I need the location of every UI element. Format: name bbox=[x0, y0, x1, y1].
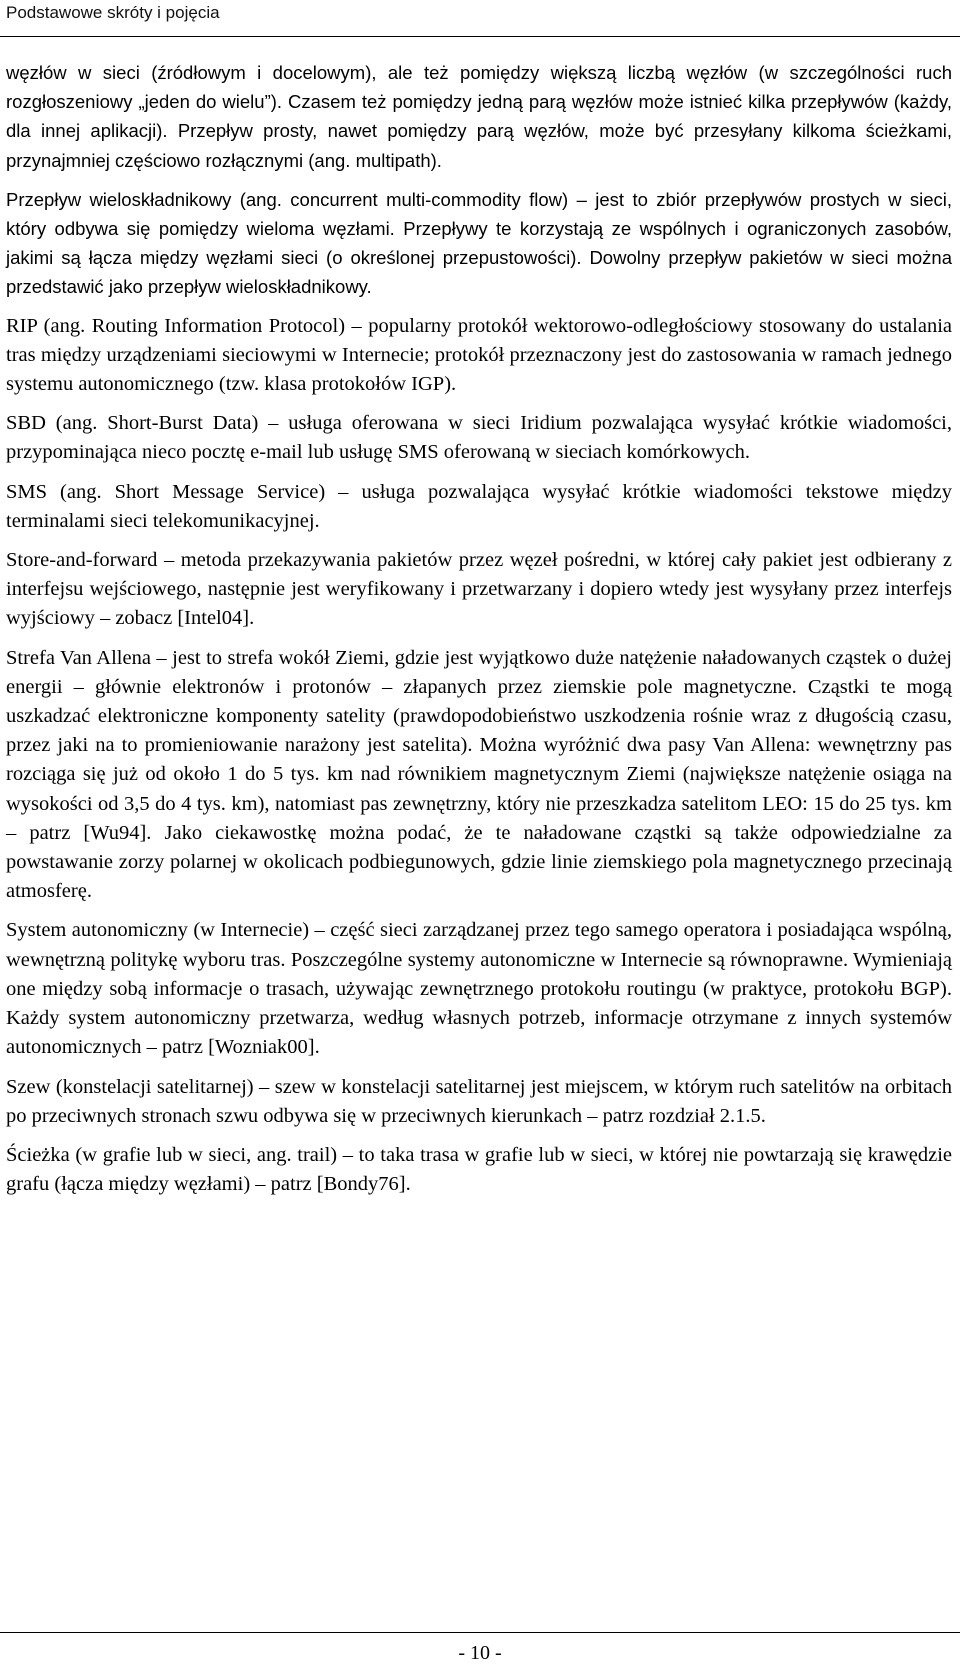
paragraph-sciezka: Ścieżka (w grafie lub w sieci, ang. trail) – to taka trasa w grafie lub w sieci, w której nie powtarzają się krawędzie grafu (łącza między węzłami) – patrz [Bondy76]. bbox=[6, 1143, 952, 1196]
page-number: - 10 - bbox=[458, 1642, 502, 1664]
paragraph-sbd: SBD (ang. Short-Burst Data) – usługa oferowana w sieci Iridium pozwalająca wysyłać krótkie wiadomości, przypominająca nieco pocztę e-mail lub usługę SMS oferowaną w sieciach komórkowych. bbox=[6, 412, 952, 464]
paragraph-szew: Szew (konstelacji satelitarnej) – szew w konstelacji satelitarnej jest miejscem, w którym ruch satelitów na orbitach po przeciwnych stronach szwu odbywa się w przeciwnych kierunkach – patrz rozdział 2.1.5. bbox=[6, 1075, 952, 1127]
paragraph-przeplyw-prosty-continued: węzłów w sieci (źródłowym i docelowym), ale też pomiędzy większą liczbą węzłów (w szczególności ruch rozgłoszeniowy „jeden do wielu”). Czasem też pomiędzy jedną parą węzłów może istnieć kilka przepływów (każdy, dla innej aplikacji). Przepływ prosty, nawet pomiędzy parą węzłów, może być przesyłany kilkoma ścieżkami, przynajmniej częściowo rozłącznymi (ang. multipath). bbox=[6, 62, 952, 171]
body-text bbox=[6, 58, 952, 1209]
paragraph-store-and-forward: Store-and-forward – metoda przekazywania pakietów przez węzeł pośredni, w której cały pakiet jest odbierany z interfejsu wejściowego, następnie jest weryfikowany i przetwarzany i dopiero wtedy jest wysyłany przez interfejs wyjściowy – zobacz [Intel04]. bbox=[6, 549, 952, 630]
paragraph-sms: SMS (ang. Short Message Service) – usługa pozwalająca wysyłać krótkie wiadomości tekstowe między terminalami sieci telekomunikacyjnej. bbox=[6, 480, 952, 532]
footer-divider bbox=[0, 1632, 960, 1633]
running-header: Podstawowe skróty i pojęcia bbox=[6, 3, 220, 22]
paragraph-system-autonomiczny: System autonomiczny (w Internecie) – część sieci zarządzanej przez tego samego operatora i posiadająca wspólną, wewnętrzną politykę wyboru tras. Poszczególne systemy autonomiczne w Internecie są równoprawne. Wymieniają one między sobą informacje o trasach, używając zewnętrznego protokołu routingu (w praktyce, protokołu BGP). Każdy system autonomiczny przetwarza, według własnych potrzeb, informacje otrzymane z innych systemów autonomicznych – patrz [Wozniak00]. bbox=[6, 919, 952, 1059]
paragraph-strefa-van-allena: Strefa Van Allena – jest to strefa wokół Ziemi, gdzie jest wyjątkowo duże natężenie naładowanych cząstek o dużej energii – głównie elektronów i protonów – złapanych przez ziemskie pole magnetyczne. Cząstki te mogą uszkadzać elektroniczne komponenty satelity (prawdopodobieństwo uszkodzenia rośnie wraz z długością czasu, przez jaki na to promieniowanie narażony jest satelita). Można wyróżnić dwa pasy Van Allena: wewnętrzny pas rozciąga się już od około 1 do 5 tys. km nad równikiem magnetycznym Ziemi (największe natężenie osiąga na wysokości od 3,5 do 4 tys. km), natomiast pas zewnętrzny, który nie przeszkadza satelitom LEO: 15 do 25 tys. km – patrz [Wu94]. Jako ciekawostkę można podać, że te naładowane cząstki są także odpowiedzialne za powstawanie zorzy polarnej w okolicach podbiegunowych, gdzie linie ziemskiego pola magnetycznego przecinają atmosferę. bbox=[6, 646, 952, 903]
paragraph-rip: RIP (ang. Routing Information Protocol) – popularny protokół wektorowo-odległościowy stosowany do ustalania tras między urządzeniami sieciowymi w Internecie; protokół przeznaczony jest do zastosowania w ramach jednego systemu autonomicznego (tzw. klasa protokołów IGP). bbox=[6, 314, 952, 396]
header-divider bbox=[0, 36, 960, 37]
paragraph-przeplyw-wieloskladnikowy: Przepływ wieloskładnikowy (ang. concurrent multi-commodity flow) – jest to zbiór przepływów prostych w sieci, który odbywa się pomiędzy wieloma węzłami. Przepływy te korzystają ze wspólnych i ograniczonych zasobów, jakimi są łącza między węzłami sieci (o określonej przepustowości). Dowolny przepływ pakietów w sieci można przedstawić jako przepływ wieloskładnikowy. bbox=[6, 188, 952, 298]
